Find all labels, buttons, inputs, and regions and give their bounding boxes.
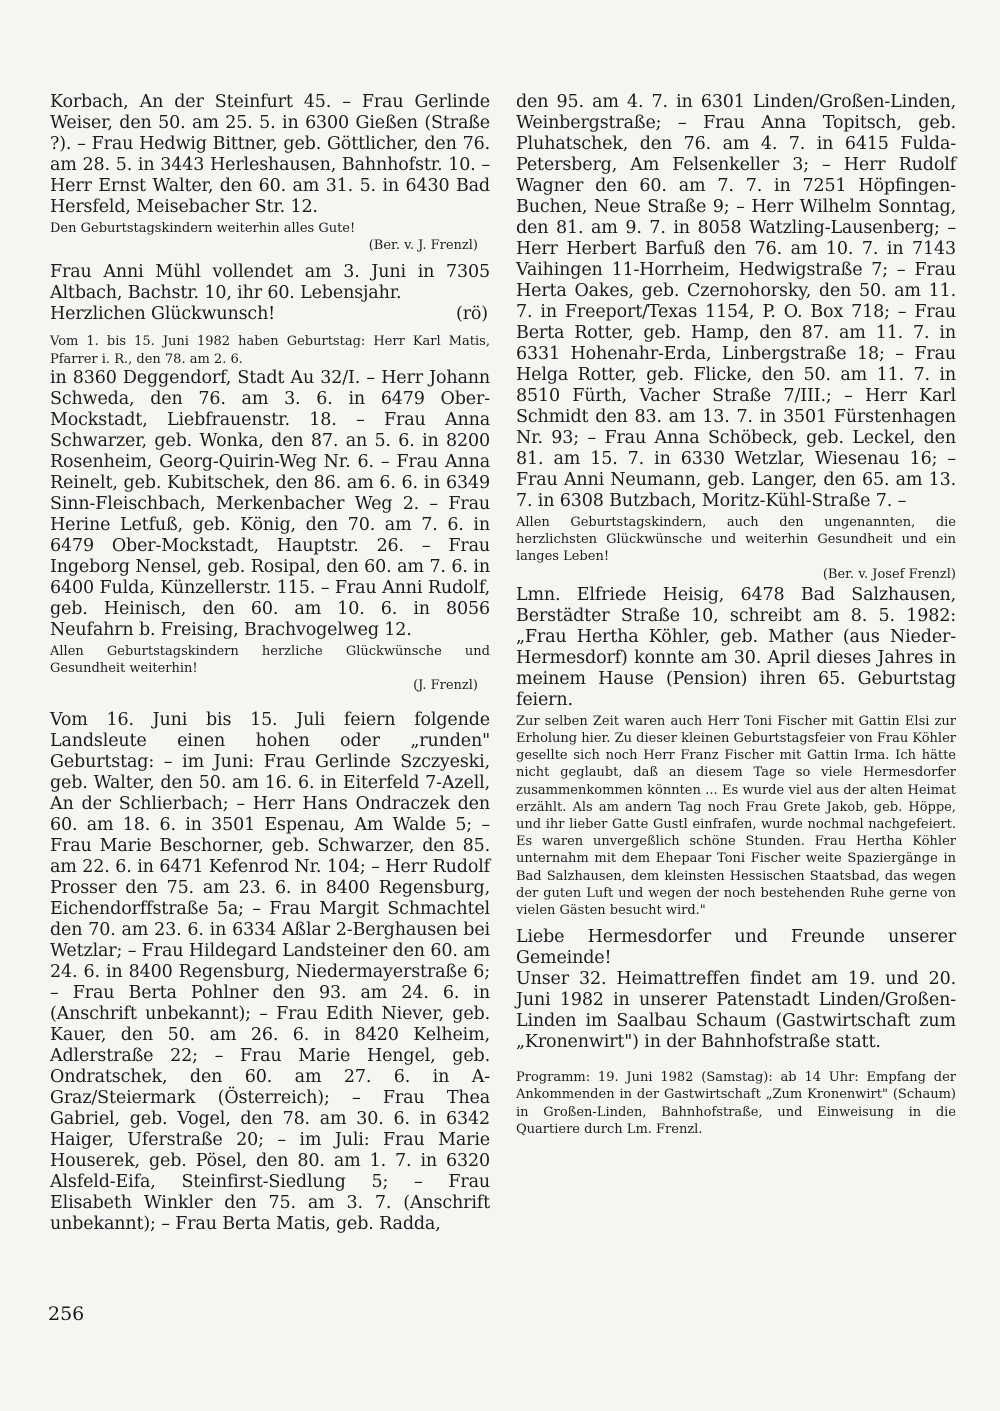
meeting-announcement: Unser 32. Heimattreffen findet am 19. und 20. Juni 1982 in unserer Patenstadt Linden/Großen-Linden im Saalbau Schaum (Gastwirtschaft zum „Kronenwirt") in der Bahnhofstraße statt. — [516, 969, 956, 1053]
birthday-paragraph-2-end — [50, 304, 490, 325]
signature-1: (Ber. v. J. Frenzl) — [368, 238, 478, 254]
birthday-paragraph-2: Frau Anni Mühl vollendet am 3. Juni in 7305 Altbach, Bachstr. 10, ihr 60. Lebensjahr. — [50, 262, 490, 304]
right-column — [516, 92, 956, 1138]
signature-2: (rö) — [456, 304, 488, 325]
congrats-text: Herzlichen Glückwunsch! — [50, 304, 276, 325]
greeting-paragraph: Liebe Hermesdorfer und Freunde unserer Gemeinde! — [516, 927, 956, 969]
birthday-paragraph-3: in 8360 Deggendorf, Stadt Au 32/I. – Herr Johann Schweda, den 76. am 3. 6. in 6479 Ober-Mockstadt, Liebfrauenstr. 18. – Frau Anna Schwarzer, geb. Wonka, den 87. an 5. 6. in 8200 Rosenheim, Georg-Quirin-Weg Nr. 6. – Frau Anna Reinelt, geb. Kubitschek, den 86. am 6. 6. in 6349 Sinn-Fleischbach, Merkenbacher Weg 2. – Frau Herine Letfuß, geb. König, den 70. am 7. 6. in 6479 Ober-Mockstadt, Hauptstr. 26. – Frau Ingeborg Nensel, geb. Rosipal, den 60. am 7. 6. in 6400 Fulda, Künzellerstr. 115. – Frau Anni Rudolf, geb. Heinisch, den 60. am 10. 6. in 8056 Neufahrn b. Freising, Brachvogelweg 12. — [50, 367, 490, 640]
birthday-note-5: Allen Geburtstagskindern, auch den ungenannten, die herzlichsten Glückwünsche und weiterhin Gesundheit und ein langes Leben! — [516, 515, 956, 565]
signature-3: (J. Frenzl) — [413, 678, 478, 694]
birthday-intro-3: Vom 1. bis 15. Juni 1982 haben Geburtstag: Herr Karl Matis, Pfarrer i. R., den 78. am 2. 6. — [50, 334, 490, 367]
letter-continuation: Zur selben Zeit waren auch Herr Toni Fischer mit Gattin Elsi zur Erholung hier. Zu dieser kleinen Geburtstagsfeier von Frau Köhler gesellte sich noch Herr Franz Fischer mit Gattin Irma. Ich hätte nicht geglaubt, daß an diesem Tage so viele Hermesdorfer zusammenkommen könnten ... Es wurde viel aus der alten Heimat erzählt. Als am andern Tag noch Frau Grete Jakob, geb. Höppe, und ihr lieber Gatte Gustl einfrafen, wurde nochmal nachgefeiert. Es waren unvergeßlich schöne Stunden. Frau Hertha Köhler unternahm mit dem Ehepaar Toni Fischer weite Spaziergänge in Bad Salzhausen, dem kleinsten Hessischen Staatsbad, das wegen der guten Luft und wegen der noch bestehenden Ruhe gerne von vielen Gästen besucht wird." — [516, 713, 956, 919]
left-column — [50, 92, 490, 1235]
birthday-paragraph-5: den 95. am 4. 7. in 6301 Linden/Großen-Linden, Weinbergstraße; – Frau Anna Topitsch, geb. Pluhatschek, den 76. am 4. 7. in 6415 Fulda-Petersberg, Am Felsenkeller 3; – Herr Rudolf Wagner den 60. am 7. 7. in 7251 Höpfingen-Buchen, Neue Straße 9; – Herr Wilhelm Sonntag, den 81. am 9. 7. in 8058 Watzling-Lausenberg; – Herr Herbert Barfuß den 76. am 10. 7. in 7143 Vaihingen 11-Horrheim, Hedwigstraße 7; – Frau Herta Oakes, geb. Czernohorsky, den 50. am 11. 7. in Freeport/Texas 1154, P. O. Box 718; – Frau Berta Rotter, geb. Hamp, den 87. am 11. 7. in 6331 Hohenahr-Erda, Linbergstraße 18; – Frau Helga Rotter, geb. Flicke, den 50. am 11. 7. in 8510 Fürth, Vacher Straße 7/III.; – Herr Karl Schmidt den 83. am 13. 7. in 3501 Fürstenhagen Nr. 93; – Frau Anna Schöbeck, geb. Leckel, den 81. am 15. 7. in 6330 Wetzlar, Wiesenau 16; – Frau Anni Neumann, geb. Langer, den 65. am 13. 7. in 6308 Butzbach, Moritz-Kühl-Straße 7. – — [516, 92, 956, 511]
birthday-note-3: Allen Geburtstagskindern herzliche Glückwünsche und Gesundheit weiterhin! — [50, 643, 490, 677]
letter-paragraph: Lmn. Elfriede Heisig, 6478 Bad Salzhausen, Berstädter Straße 10, schreibt am 8. 5. 1982: „Frau Hertha Köhler, geb. Mather (aus Nieder-Hermesdorf) konnte am 30. April dieses Jahres in meinem Hause (Pension) ihren 65. Geburtstag feiern. — [516, 584, 956, 710]
birthday-paragraph-4: Vom 16. Juni bis 15. Juli feiern folgende Landsleute einen hohen oder „runden" Geburtstag: – im Juni: Frau Gerlinde Szczyeski, geb. Walter, den 50. am 16. 6. in Eiterfeld 7-Azell, An der Schlierbach; – Herr Hans Ondraczek den 60. am 18. 6. in 3501 Espenau, Am Walde 5; – Frau Marie Beschorner, geb. Schwarzer, den 85. am 22. 6. in 6471 Kefenrod Nr. 104; – Herr Rudolf Prosser den 75. am 23. 6. in 8400 Regensburg, Eichendorffstraße 5a; – Frau Margit Schmachtel den 70. am 23. 6. in 6334 Aßlar 2-Berghausen bei Wetzlar; – Frau Hildegard Landsteiner den 60. am 24. 6. in 8400 Regensburg, Niedermayerstraße 6; – Frau Berta Pohlner den 93. am 24. 6. in (Anschrift unbekannt); – Frau Edith Niever, geb. Kauer, den 50. am 26. 6. in 8420 Kelheim, Adlerstraße 22; – Frau Marie Hengel, geb. Ondratschek, den 60. am 27. 6. in A-Graz/Steiermark (Österreich); – Frau Thea Gabriel, geb. Vogel, den 78. am 30. 6. in 6342 Haiger, Uferstraße 20; – im Juli: Frau Marie Houserek, geb. Pösel, den 80. am 1. 7. in 6320 Alsfeld-Eifa, Steinfirst-Siedlung 5; – Frau Elisabeth Winkler den 75. am 3. 7. (Anschrift unbekannt); – Frau Berta Matis, geb. Radda, — [50, 710, 490, 1235]
signature-5: (Ber. v. Josef Frenzl) — [822, 566, 956, 582]
program-paragraph: Programm: 19. Juni 1982 (Samstag): ab 14 Uhr: Empfang der Ankommenden in der Gastwirtschaft „Zum Kronenwirt" (Schaum) in Großen-Linden, Bahnhofstraße, und Einweisung in die Quartiere durch Lm. Frenzl. — [516, 1070, 956, 1137]
birthday-note-1: Den Geburtstagskindern weiterhin alles Gute! — [50, 221, 356, 236]
birthday-paragraph-1: Korbach, An der Steinfurt 45. – Frau Gerlinde Weiser, den 50. am 25. 5. in 6300 Gießen (Straße ?). – Frau Hedwig Bittner, geb. Göttlicher, den 76. am 28. 5. in 3443 Herleshausen, Bahnhofstr. 10. – Herr Ernst Walter, den 60. am 31. 5. in 6430 Bad Hersfeld, Meisebacher Str. 12. — [50, 92, 490, 217]
page-number: 256 — [48, 1303, 85, 1325]
